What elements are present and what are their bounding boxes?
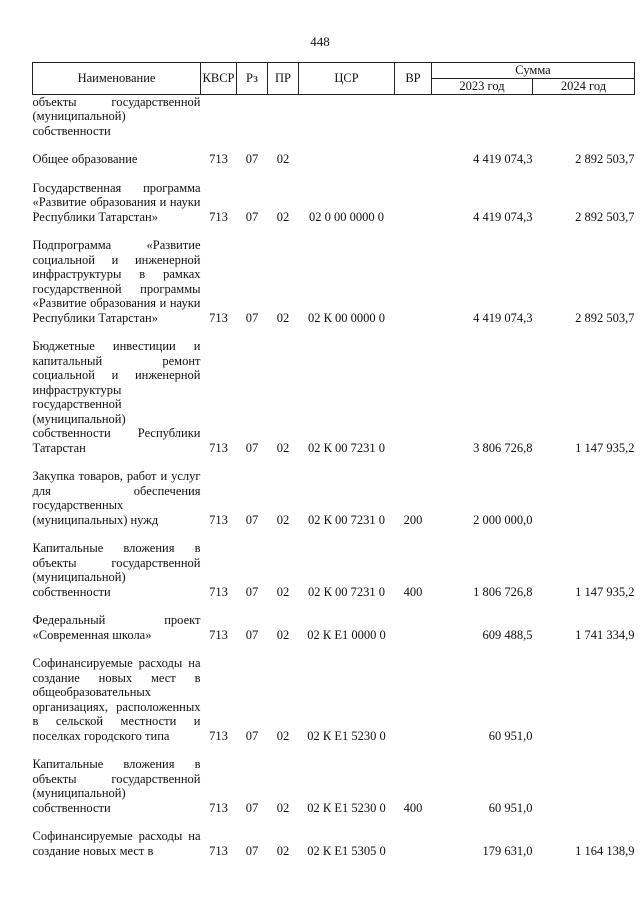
row-csr: 02 К Е1 5305 0 — [307, 843, 386, 858]
row-sum-2024 — [533, 757, 635, 815]
header-name: Наименование — [33, 63, 201, 95]
row-name: Закупка товаров, работ и услуг для обеспечения государственных (муниципальных) нужд — [32, 469, 201, 527]
row-vr — [395, 181, 432, 225]
row-name: Федеральный проект «Современная школа» — [32, 613, 201, 642]
table-row — [33, 829, 635, 858]
row-sum-2023: 60 951,0 — [488, 800, 533, 815]
row-name: Капитальные вложения в объекты государственной (муниципальной) собственности — [32, 757, 201, 815]
table-row-continued — [33, 94, 635, 138]
row-rz: 07 — [245, 627, 259, 642]
row-csr: 02 К 00 7231 0 — [307, 512, 386, 527]
row-name: Капитальные вложения в объекты государственной (муниципальной) собственности — [32, 541, 201, 599]
header-sum: Сумма — [432, 63, 635, 79]
row-name: Общее образование — [32, 152, 138, 166]
row-sum-2024 — [533, 469, 635, 527]
row-csr: 02 К Е1 0000 0 — [307, 627, 386, 642]
row-name: Софинансируемые расходы на создание новых мест в общеобразовательных организациях, расположенных в сельской местности и поселках городского типа — [32, 656, 201, 743]
row-rz: 07 — [245, 310, 259, 325]
row-sum-2023: 4 419 074,3 — [473, 209, 533, 224]
row-rz: 07 — [245, 800, 259, 815]
row-vr — [395, 613, 432, 642]
row-rz: 07 — [245, 728, 259, 743]
table-row — [33, 541, 635, 599]
row-sum-2024: 1 147 935,2 — [575, 440, 635, 455]
row-kvsr: 713 — [209, 627, 228, 642]
table-row — [33, 238, 635, 325]
row-spacer — [33, 527, 635, 541]
row-sum-2023: 4 419 074,3 — [473, 152, 533, 166]
row-pr: 02 — [276, 843, 290, 858]
row-kvsr: 713 — [209, 728, 228, 743]
table-header — [33, 63, 635, 95]
row-vr: 200 — [403, 512, 423, 527]
row-kvsr: 713 — [209, 310, 228, 325]
row-csr: 02 К Е1 5230 0 — [307, 728, 386, 743]
row-sum-2023: 2 000 000,0 — [473, 512, 533, 527]
row-csr: 02 0 00 0000 0 — [309, 209, 384, 224]
budget-table — [32, 62, 635, 858]
row-spacer — [33, 138, 635, 152]
row-kvsr: 713 — [209, 209, 228, 224]
row-pr: 02 — [276, 584, 290, 599]
row-vr — [395, 238, 432, 325]
row-pr: 02 — [276, 440, 290, 455]
row-name-continued: объекты государственной (муниципальной) собственности — [32, 94, 201, 138]
row-rz: 07 — [245, 843, 259, 858]
row-vr: 400 — [403, 584, 423, 599]
row-csr: 02 К 00 7231 0 — [307, 584, 386, 599]
row-spacer — [33, 455, 635, 469]
row-name: Софинансируемые расходы на создание новых мест в — [32, 829, 201, 858]
row-sum-2024 — [533, 656, 635, 743]
row-rz: 07 — [245, 440, 259, 455]
header-year-2024: 2024 год — [533, 79, 635, 95]
row-pr: 02 — [276, 152, 290, 166]
header-rz: Рз — [237, 63, 268, 95]
page-number: 448 — [310, 34, 330, 49]
row-csr: 02 К Е1 5230 0 — [307, 800, 386, 815]
table-row — [33, 152, 635, 167]
header-year-2023: 2023 год — [432, 79, 533, 95]
row-rz: 07 — [245, 209, 259, 224]
row-name: Государственная программа «Развитие образования и науки Республики Татарстан» — [32, 180, 201, 224]
row-spacer — [33, 167, 635, 181]
row-spacer — [33, 599, 635, 613]
row-sum-2023: 60 951,0 — [488, 728, 533, 743]
table-row — [33, 757, 635, 815]
row-vr — [395, 339, 432, 455]
row-sum-2024: 1 147 935,2 — [575, 584, 635, 599]
row-spacer — [33, 224, 635, 238]
table-body — [33, 94, 635, 858]
header-vr: ВР — [395, 63, 432, 95]
row-csr — [299, 152, 395, 167]
row-csr: 02 К 00 7231 0 — [307, 440, 386, 455]
row-sum-2023: 4 419 074,3 — [473, 310, 533, 325]
row-kvsr: 713 — [209, 584, 228, 599]
row-kvsr: 713 — [209, 800, 228, 815]
row-kvsr: 713 — [209, 152, 228, 166]
row-sum-2023: 3 806 726,8 — [473, 440, 533, 455]
row-spacer — [33, 743, 635, 757]
row-sum-2024: 1 741 334,9 — [575, 627, 635, 642]
row-pr: 02 — [276, 209, 290, 224]
table-row — [33, 181, 635, 225]
table-row — [33, 339, 635, 455]
row-spacer — [33, 642, 635, 656]
row-sum-2024: 1 164 138,9 — [575, 843, 635, 858]
header-kvsr: КВСР — [201, 63, 237, 95]
row-vr — [395, 829, 432, 858]
row-vr — [395, 152, 432, 167]
row-name: Бюджетные инвестиции и капитальный ремонт социальной и инженерной инфраструктуры государственной (муниципальной) собственности Республики Татарстан — [32, 339, 201, 455]
row-pr: 02 — [276, 512, 290, 527]
row-rz: 07 — [245, 152, 259, 166]
row-spacer — [33, 815, 635, 829]
row-kvsr: 713 — [209, 440, 228, 455]
row-sum-2024: 2 892 503,7 — [575, 209, 635, 224]
header-pr: ПР — [268, 63, 299, 95]
row-rz: 07 — [245, 584, 259, 599]
row-csr: 02 К 00 0000 0 — [307, 310, 386, 325]
row-sum-2024: 2 892 503,7 — [575, 310, 635, 325]
row-kvsr: 713 — [209, 843, 228, 858]
row-rz: 07 — [245, 512, 259, 527]
header-csr: ЦСР — [299, 63, 395, 95]
row-name: Подпрограмма «Развитие социальной и инженерной инфраструктуры в рамках государственной программы «Развитие образования и науки Республики Татарстан» — [32, 238, 201, 325]
row-sum-2023: 1 806 726,8 — [473, 584, 533, 599]
row-vr: 400 — [403, 800, 423, 815]
table-row — [33, 656, 635, 743]
row-sum-2024: 2 892 503,7 — [575, 152, 635, 166]
row-sum-2023: 609 488,5 — [482, 627, 533, 642]
row-pr: 02 — [276, 800, 290, 815]
table-row — [33, 613, 635, 642]
row-pr: 02 — [276, 310, 290, 325]
table-row — [33, 469, 635, 527]
row-vr — [395, 656, 432, 743]
row-sum-2023: 179 631,0 — [482, 843, 533, 858]
row-kvsr: 713 — [209, 512, 228, 527]
row-spacer — [33, 325, 635, 339]
row-pr: 02 — [276, 728, 290, 743]
row-pr: 02 — [276, 627, 290, 642]
